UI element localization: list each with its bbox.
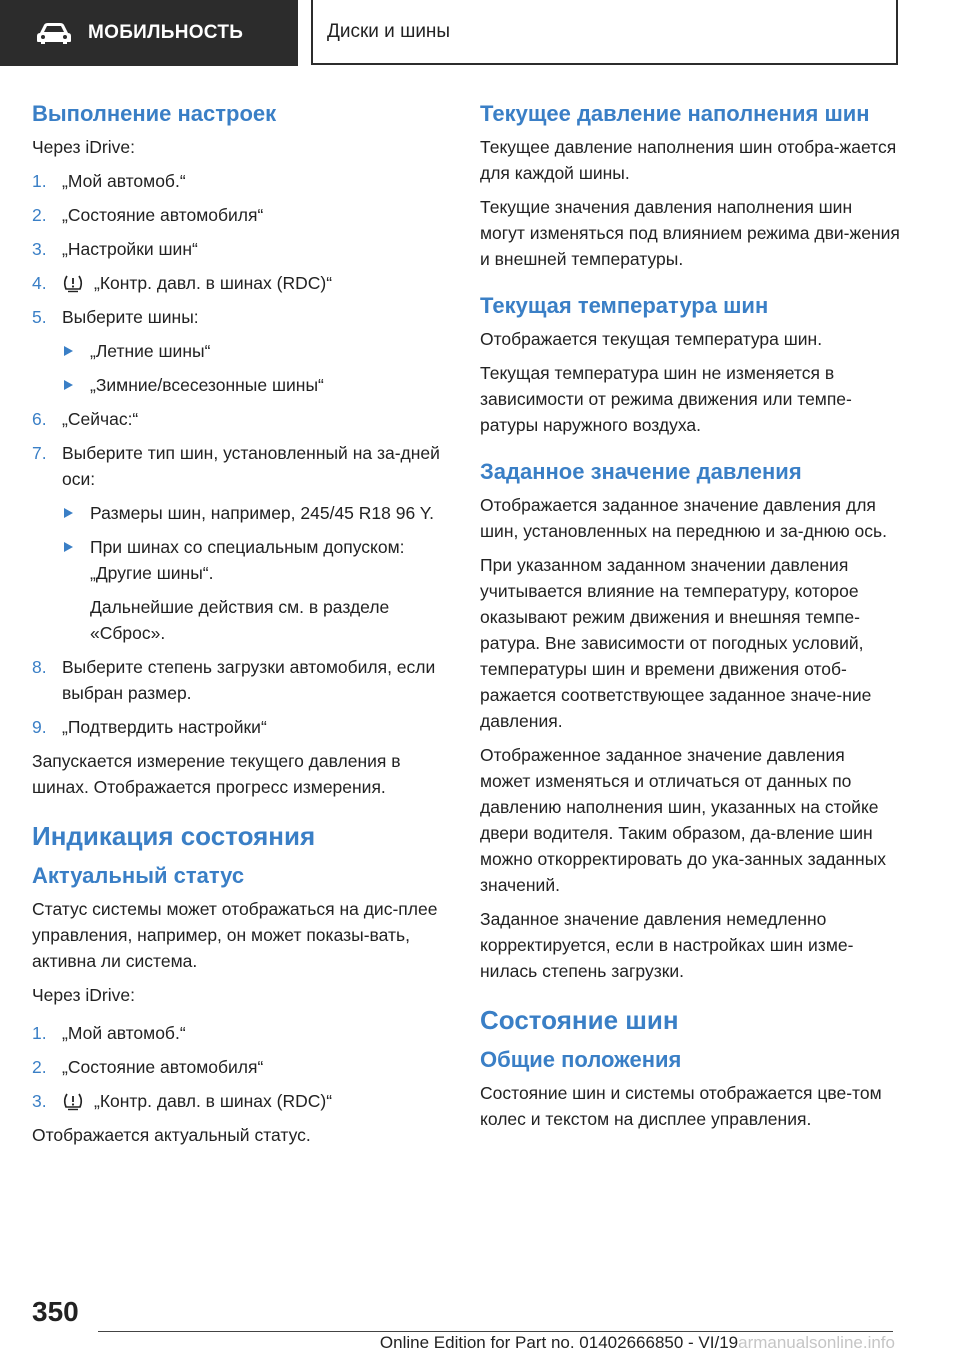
sub-list <box>62 338 452 398</box>
target-text-4: Заданное значение давления немедленно корректируется, если в настройках шин изме-нилась степень загрузки. <box>480 909 854 981</box>
step-item <box>32 440 452 646</box>
step-number: 3. <box>32 239 47 259</box>
sub-list <box>62 500 452 646</box>
heading-tire-state: Состояние шин <box>480 1005 679 1035</box>
heading-settings: Выполнение настроек <box>32 101 277 126</box>
edition-text: Online Edition for Part no. 01402666850 - VI/19 <box>379 1333 739 1352</box>
sub-item-text: Размеры шин, например, 245/45 R18 96 Y. <box>90 503 435 523</box>
step-text: „Мой автомоб.“ <box>62 1023 186 1043</box>
status-steps <box>32 1020 452 1114</box>
subsection-tab <box>311 0 898 65</box>
right-column <box>480 100 900 1140</box>
footer-divider <box>98 1331 893 1332</box>
step-number: 4. <box>32 273 47 293</box>
triangle-bullet-icon <box>64 508 73 518</box>
triangle-bullet-icon <box>64 346 73 356</box>
settings-steps <box>32 168 452 740</box>
heading-actual-status: Актуальный статус <box>32 863 245 888</box>
step-text: „Контр. давл. в шинах (RDC)“ <box>94 273 333 293</box>
step-text: „Состояние автомобиля“ <box>62 205 264 225</box>
current-temp-text-1: Отображается текущая температура шин. <box>480 329 823 349</box>
sub-item <box>62 338 452 364</box>
step-item <box>32 1054 452 1080</box>
step-text: Выберите степень загрузки автомобиля, если выбран размер. <box>62 657 436 703</box>
step-item <box>32 236 452 262</box>
sub-note: Дальнейшие действия см. в разделе «Сброс». <box>90 597 390 643</box>
step-text: „Настройки шин“ <box>62 239 198 259</box>
heading-general: Общие положения <box>480 1047 682 1072</box>
step-item <box>32 406 452 432</box>
step-item <box>32 1020 452 1046</box>
section-tab <box>0 0 298 66</box>
triangle-bullet-icon <box>64 542 73 552</box>
step-text: Выберите тип шин, установленный на за-дней оси: <box>62 443 440 489</box>
current-pressure-text-1: Текущее давление наполнения шин отобра-жается для каждой шины. <box>480 137 897 183</box>
sub-item <box>62 372 452 398</box>
car-icon <box>34 21 74 45</box>
step-text: Выберите шины: <box>62 307 199 327</box>
step-item <box>32 1088 452 1114</box>
step-number: 6. <box>32 409 47 429</box>
current-pressure-text-2: Текущие значения давления наполнения шин могут изменяться под влиянием режима дви-жения и внешней температуры. <box>480 197 900 269</box>
step-number: 2. <box>32 205 47 225</box>
step-number: 9. <box>32 717 47 737</box>
step-number: 1. <box>32 1023 47 1043</box>
step-text: „Мой автомоб.“ <box>62 171 186 191</box>
step-item <box>32 304 452 398</box>
tire-pressure-icon <box>62 1091 84 1111</box>
left-column <box>32 100 452 1156</box>
footer-edition <box>300 1333 895 1353</box>
step-number: 2. <box>32 1057 47 1077</box>
triangle-bullet-icon <box>64 380 73 390</box>
page-number: 350 <box>32 1296 79 1327</box>
tire-pressure-icon <box>62 273 84 293</box>
actual-shown-text: Отображается актуальный статус. <box>32 1125 311 1145</box>
heading-target-pressure: Заданное значение давления <box>480 459 802 484</box>
step-text: „Контр. давл. в шинах (RDC)“ <box>94 1091 333 1111</box>
heading-status-indication: Индикация состояния <box>32 821 316 851</box>
general-text-1: Состояние шин и системы отображается цве-том колес и текстом на дисплее управления. <box>480 1083 882 1129</box>
heading-current-temperature: Текущая температура шин <box>480 293 769 318</box>
step-text: „Состояние автомобиля“ <box>62 1057 264 1077</box>
step-text: „Подтвердить настройки“ <box>62 717 267 737</box>
step-number: 8. <box>32 657 47 677</box>
sub-item-text: „Зимние/всесезонные шины“ <box>90 375 324 395</box>
actual-status-text: Статус системы может отображаться на дис-плее управления, например, он может показы-вать, активна ли система. <box>32 899 438 971</box>
step-item <box>32 202 452 228</box>
sub-item <box>62 534 452 646</box>
measure-text: Запускается измерение текущего давления в шинах. Отображается прогресс измерения. <box>32 751 401 797</box>
step-number: 7. <box>32 443 47 463</box>
sub-item-text: „Летние шины“ <box>90 341 211 361</box>
step-item <box>32 714 452 740</box>
current-temp-text-2: Текущая температура шин не изменяется в зависимости от режима движения или темпе-ратуры наружного воздуха. <box>480 363 852 435</box>
via-idrive-text-2: Через iDrive: <box>32 985 135 1005</box>
target-text-2: При указанном заданном значении давления учитывается влияние на температуру, которое оказывают режим движения и внешняя темпе-ратура. Вне зависимости от погодных условий, температуры шин и времени движения отоб-ражается соответствующее заданное значе-ние давления. <box>480 555 872 731</box>
sub-item <box>62 500 452 526</box>
via-idrive-text: Через iDrive: <box>32 137 135 157</box>
subsection-title: Диски и шины <box>327 20 451 42</box>
target-text-3: Отображенное заданное значение давления может изменяться и отличаться от данных по давлению наполнения шин, указанных на стойке двери водителя. Таким образом, да-вление шин можно откорректировать до ука-занных заданных значений. <box>480 745 887 895</box>
sub-item-text: При шинах со специальным допуском: „Другие шины“. <box>90 537 405 583</box>
section-title: МОБИЛЬНОСТЬ <box>88 22 244 43</box>
watermark-text: armanualsonline.info <box>738 1333 895 1352</box>
step-item <box>32 270 452 296</box>
step-item <box>32 168 452 194</box>
step-number: 1. <box>32 171 47 191</box>
heading-current-pressure: Текущее давление наполнения шин <box>480 101 870 126</box>
target-text-1: Отображается заданное значение давления для шин, установленных на переднюю и за-днюю ось. <box>480 495 888 541</box>
step-text: „Сейчас:“ <box>62 409 139 429</box>
step-item <box>32 654 452 706</box>
step-number: 3. <box>32 1091 47 1111</box>
step-number: 5. <box>32 307 47 327</box>
